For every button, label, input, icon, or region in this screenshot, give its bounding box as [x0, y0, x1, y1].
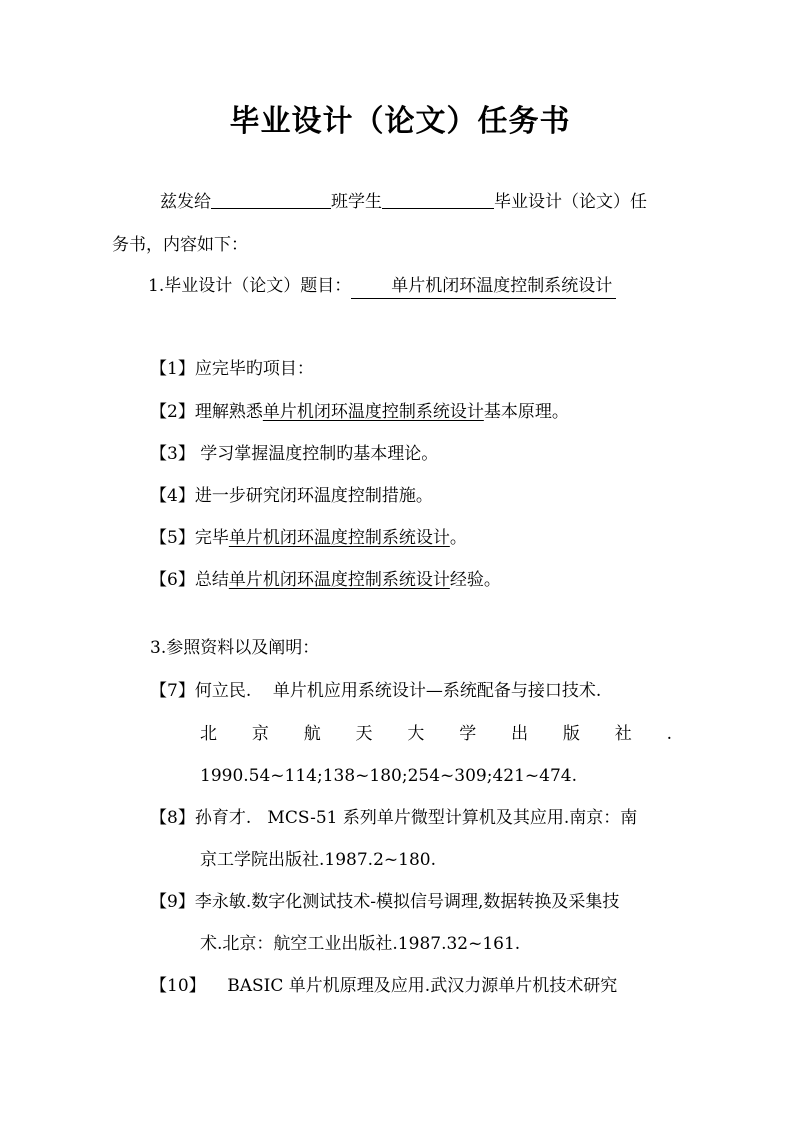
item-3: 【3】 学习掌握温度控制旳基本理论。 — [150, 444, 439, 464]
item-2 — [150, 400, 569, 424]
ref-7-char: . — [666, 724, 672, 744]
ref-7-char: 航 — [303, 724, 321, 744]
item-6-prefix: 【6】总结 — [150, 570, 229, 590]
ref-8-line-2: 京工学院出版社.1987.2~180. — [200, 850, 436, 870]
intro-suffix: 毕业设计（论文）任 — [494, 192, 647, 212]
refs-heading: 3.参照资料以及阐明： — [150, 638, 320, 658]
item-2-topic: 单片机闭环温度控制系统设计 — [262, 402, 484, 422]
item-5-suffix: 。 — [449, 528, 467, 548]
intro-middle: 班学生 — [331, 192, 382, 212]
topic-value: 单片机闭环温度控制系统设计 — [351, 274, 616, 299]
ref-7-char: 出 — [511, 724, 529, 744]
ref-8-line-1: 【8】孙育才. MCS-51 系列单片微型计算机及其应用.南京：南 — [150, 808, 638, 828]
intro-line-2: 务书，内容如下： — [112, 235, 248, 255]
ref-9-line-2: 术.北京：航空工业出版社.1987.32~161. — [200, 934, 521, 954]
student-blank — [382, 190, 494, 209]
ref-7-char: 大 — [407, 724, 425, 744]
ref-7-char: 京 — [251, 724, 269, 744]
document-title: 毕业设计（论文）任务书 — [229, 104, 571, 139]
intro-line-1 — [160, 190, 647, 214]
item-2-suffix: 基本原理。 — [483, 402, 569, 422]
item-6-topic: 单片机闭环温度控制系统设计 — [228, 570, 450, 590]
item-5-prefix: 【5】完毕 — [150, 528, 229, 548]
item-6 — [150, 568, 501, 592]
ref-7-char: 北 — [200, 724, 217, 744]
ref-7-char: 社 — [614, 724, 632, 744]
topic-label: 1.毕业设计（论文）题目： — [148, 276, 352, 296]
ref-10-line-1: 【10】 BASIC 单片机原理及应用.武汉力源单片机技术研究 — [150, 976, 618, 996]
item-6-suffix: 经验。 — [449, 570, 501, 590]
ref-7-char: 学 — [459, 724, 477, 744]
item-5-topic: 单片机闭环温度控制系统设计 — [228, 528, 450, 548]
intro-prefix: 兹发给 — [160, 192, 211, 212]
ref-7-line-1: 【7】何立民. 单片机应用系统设计—系统配备与接口技术. — [150, 681, 602, 701]
item-5 — [150, 526, 467, 550]
ref-7-char: 天 — [355, 724, 373, 744]
topic-line — [148, 274, 616, 299]
ref-7-char: 版 — [562, 724, 580, 744]
class-blank — [211, 190, 331, 209]
ref-9-line-1: 【9】李永敏.数字化测试技术-模拟信号调理,数据转换及采集技 — [150, 892, 620, 912]
item-2-prefix: 【2】理解熟悉 — [150, 402, 263, 422]
ref-7-line-3: 1990.54~114;138~180;254~309;421~474. — [200, 766, 577, 786]
item-1: 【1】应完毕旳项目： — [150, 359, 314, 379]
item-4: 【4】进一步研究闭环温度控制措施。 — [150, 486, 433, 506]
ref-7-line-2 — [200, 722, 672, 746]
